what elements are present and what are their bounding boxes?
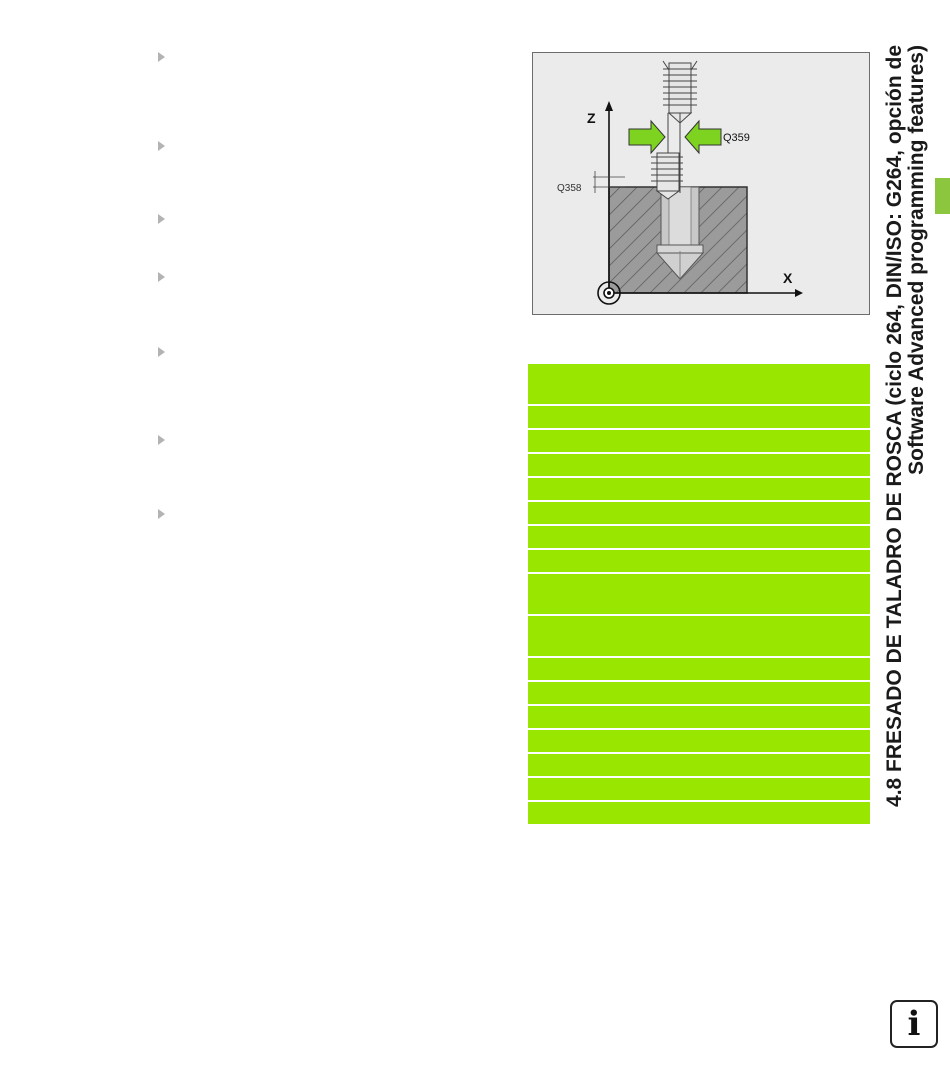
- info-icon: [890, 1000, 938, 1048]
- label-q359: Q359: [723, 132, 750, 144]
- chapter-heading-line2: Software Advanced programming features): [905, 45, 928, 475]
- triangle-bullet-icon: [158, 52, 165, 62]
- chapter-heading-line1: 4.8 FRESADO DE TALADRO DE ROSCA (ciclo 264, DIN/ISO: G264, opción de: [883, 45, 906, 807]
- parameter-table: [528, 364, 870, 826]
- table-row: [528, 658, 870, 682]
- section-tab-marker: [935, 178, 950, 214]
- table-row: [528, 754, 870, 778]
- table-row: [528, 730, 870, 754]
- triangle-bullet-icon: [158, 347, 165, 357]
- thread-milling-diagram: [533, 53, 871, 316]
- arrow-left-icon: [685, 121, 721, 153]
- table-row: [528, 430, 870, 454]
- table-row: [528, 550, 870, 574]
- table-row: [528, 406, 870, 430]
- axis-x-label: X: [783, 270, 793, 286]
- triangle-bullet-icon: [158, 435, 165, 445]
- table-row: [528, 682, 870, 706]
- triangle-bullet-icon: [158, 214, 165, 224]
- info-icon-glyph: i: [907, 1004, 921, 1044]
- tool-lower: [657, 153, 679, 191]
- table-row: [528, 778, 870, 802]
- axis-z-label: Z: [587, 110, 596, 126]
- chapter-heading: [884, 45, 928, 965]
- table-row: [528, 502, 870, 526]
- table-row: [528, 802, 870, 826]
- table-row: [528, 706, 870, 730]
- thread-milling-figure: [532, 52, 870, 315]
- table-row: [528, 616, 870, 658]
- table-row: [528, 478, 870, 502]
- arrow-right-icon: [629, 121, 665, 153]
- triangle-bullet-icon: [158, 141, 165, 151]
- label-q358: Q358: [557, 183, 582, 194]
- table-row: [528, 574, 870, 616]
- table-row: [528, 364, 870, 406]
- table-row: [528, 454, 870, 478]
- triangle-bullet-icon: [158, 272, 165, 282]
- triangle-bullet-icon: [158, 509, 165, 519]
- table-row: [528, 526, 870, 550]
